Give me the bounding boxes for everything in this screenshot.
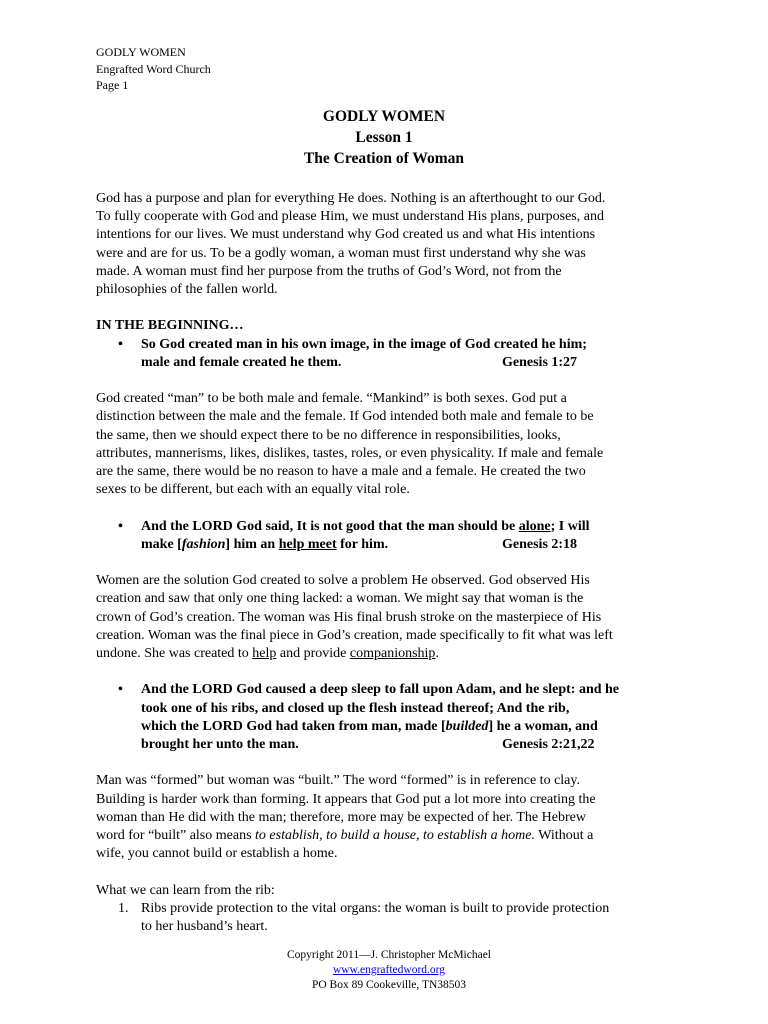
numbered-list-item <box>96 900 696 936</box>
paragraph-woman-solution <box>96 572 696 663</box>
document-title: GODLY WOMEN <box>322 108 446 125</box>
website-link[interactable]: www.engraftedword.org <box>332 964 446 977</box>
paragraph-line: crown of God’s creation. The woman was His final brush stroke on the masterpiece of His <box>96 609 602 625</box>
paragraph-line: attributes, mannerisms, likes, dislikes, tastes, roles, or even physicality. If male and female <box>96 445 604 461</box>
text-span: . <box>435 646 439 662</box>
scripture-text: for him. <box>336 536 389 552</box>
header-church-name: Engrafted Word Church <box>96 61 211 76</box>
list-text: Ribs provide protection to the vital organs: the woman is built to provide protection <box>141 900 610 916</box>
bullet-line <box>96 681 696 699</box>
scripture-reference: Genesis 2:21,22 <box>502 737 595 753</box>
italic-word-fashion: fashion <box>181 536 226 552</box>
list-line <box>96 900 696 918</box>
scripture-text: male and female created he them. <box>141 354 342 370</box>
page-header <box>96 44 211 94</box>
list-number: 1. <box>118 900 129 916</box>
bullet-line <box>96 536 696 554</box>
paragraph-line: sexes to be different, but each with an equally vital role. <box>96 482 410 498</box>
paragraph-line <box>96 827 696 845</box>
scripture-text: brought her unto the man. <box>141 737 299 753</box>
paragraph-line: wife, you cannot build or establish a home. <box>96 846 338 862</box>
paragraph-line: intentions for our lives. We must understand why God created us and what His intentions <box>96 227 596 243</box>
scripture-text: make [ <box>141 536 182 552</box>
header-page-number: Page 1 <box>96 78 129 92</box>
lesson-number: Lesson 1 <box>355 129 413 146</box>
bullet-symbol: • <box>118 682 123 698</box>
scripture-text: So God created man in his own image, in the image of God created he him; <box>141 336 587 352</box>
rib-lessons-intro: What we can learn from the rib: <box>96 882 275 898</box>
scripture-bullet-genesis-2-18 <box>96 518 696 554</box>
bullet-symbol: • <box>118 336 123 352</box>
paragraph-line: distinction between the male and the female. If God intended both male and female to be <box>96 409 594 425</box>
scripture-bullet-genesis-2-21-22 <box>96 681 696 754</box>
bullet-line <box>96 336 696 354</box>
underlined-word-companionship: companionship <box>349 646 436 662</box>
scripture-reference: Genesis 2:18 <box>502 536 578 552</box>
scripture-text: took one of his ribs, and closed up the flesh instead thereof; And the rib, <box>141 700 570 716</box>
paragraph-line: the same, then we should expect there to be no difference in responsibilities, looks, <box>96 427 561 443</box>
paragraph-male-female <box>96 390 696 499</box>
paragraph-formed-built <box>96 772 696 863</box>
paragraph-line: were and are for us. To be a godly woman, a woman must first understand why she was <box>96 245 586 261</box>
document-body <box>96 190 696 936</box>
text-span: word for “built” also means <box>96 828 256 844</box>
italic-word-builded: builded <box>445 718 489 734</box>
paragraph-line: Women are the solution God created to solve a problem He observed. God observed His <box>96 573 590 589</box>
title-block <box>0 106 768 169</box>
paragraph-line: philosophies of the fallen world. <box>96 282 278 298</box>
underlined-word-help: help <box>252 646 277 662</box>
paragraph-line: creation. Woman was the final piece in God’s creation, made specifically to fit what was left <box>96 627 613 643</box>
text-span: undone. She was created to <box>96 646 253 662</box>
scripture-text: And the LORD God said, It is not good that the man should be <box>141 518 519 534</box>
paragraph-line: God created “man” to be both male and female. “Mankind” is both sexes. God put a <box>96 391 567 407</box>
bullet-line <box>96 518 696 536</box>
underlined-phrase-help-meet: help meet <box>278 536 337 552</box>
list-line: to her husband’s heart. <box>141 919 268 935</box>
bullet-line <box>96 700 696 718</box>
paragraph-line: creation and saw that only one thing lacked: a woman. We might say that woman is the <box>96 591 584 607</box>
mailing-address: PO Box 89 Cookeville, TN38503 <box>311 979 467 992</box>
page-footer <box>0 948 768 994</box>
scripture-reference: Genesis 1:27 <box>502 354 578 370</box>
scripture-bullet-genesis-1-27 <box>96 336 696 372</box>
paragraph-line: made. A woman must find her purpose from the truths of God’s Word, not from the <box>96 263 562 279</box>
intro-paragraph <box>96 190 696 299</box>
paragraph-line: To fully cooperate with God and please Him, we must understand His plans, purposes, and <box>96 209 604 225</box>
paragraph-line: woman than He did with the man; therefore, more may be expected of her. The Hebrew <box>96 809 586 825</box>
bullet-line <box>96 718 696 736</box>
header-series-title: GODLY WOMEN <box>96 45 186 59</box>
text-span: and provide <box>276 646 350 662</box>
paragraph-line: God has a purpose and plan for everything He does. Nothing is an afterthought to our God. <box>96 191 606 206</box>
scripture-text: ] he a woman, and <box>488 718 598 734</box>
bullet-line <box>96 736 696 754</box>
copyright-notice: Copyright 2011—J. Christopher McMichael <box>287 949 491 961</box>
paragraph-line: are the same, there would be no reason to have a male and a female. He created the two <box>96 464 586 480</box>
scripture-text: And the LORD God caused a deep sleep to fall upon Adam, and he slept: and he <box>141 682 620 698</box>
scripture-text: ; I will <box>550 518 590 534</box>
section-heading: IN THE BEGINNING… <box>96 318 244 334</box>
paragraph-line: Man was “formed” but woman was “built.” The word “formed” is in reference to clay. <box>96 773 580 789</box>
scripture-text: ] him an <box>225 536 279 552</box>
italic-definition: to establish, to build a house, to establish a home. <box>255 828 536 844</box>
scripture-text: which the LORD God had taken from man, made [ <box>141 718 446 734</box>
underlined-word-alone: alone <box>518 518 551 534</box>
paragraph-line <box>96 645 696 663</box>
text-span: Without a <box>535 828 594 844</box>
paragraph-line: Building is harder work than forming. It appears that God put a lot more into creating the <box>96 791 596 807</box>
lesson-title: The Creation of Woman <box>303 150 465 167</box>
bullet-symbol: • <box>118 518 123 534</box>
bullet-line <box>96 354 696 372</box>
